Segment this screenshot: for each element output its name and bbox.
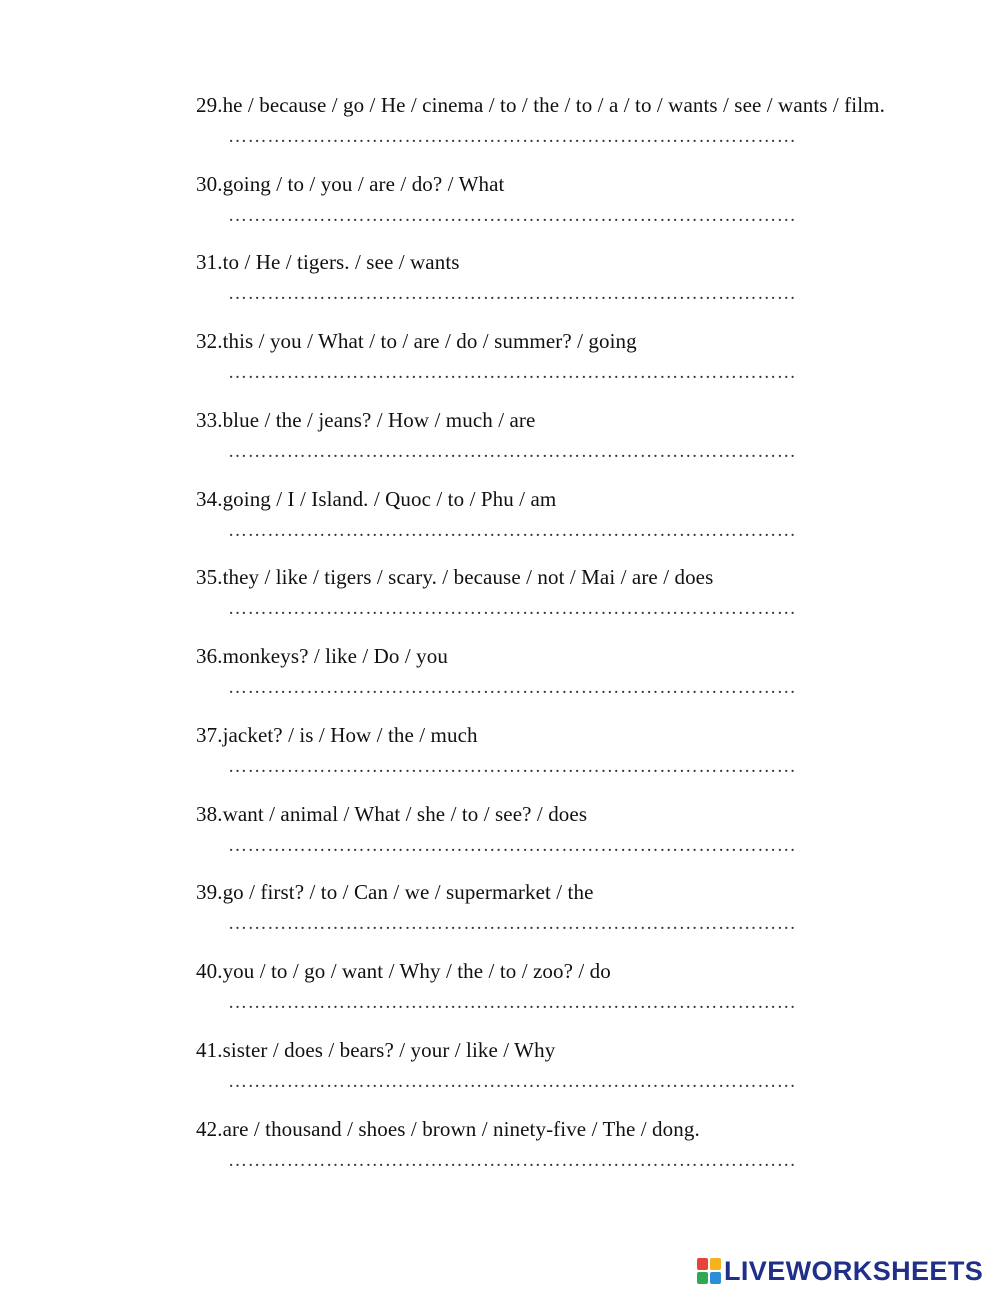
question-33 bbox=[196, 407, 986, 462]
answer-input-41[interactable]: …………………………………………………………………………… bbox=[228, 1071, 797, 1092]
answer-input-35[interactable]: …………………………………………………………………………… bbox=[228, 598, 797, 619]
question-number: 42. bbox=[196, 1117, 223, 1141]
answer-input-38[interactable]: …………………………………………………………………………… bbox=[228, 835, 797, 856]
question-prompt bbox=[196, 722, 986, 748]
question-text: going / I / Island. / Quoc / to / Phu / am bbox=[222, 487, 557, 511]
question-number: 37. bbox=[196, 723, 223, 747]
question-number: 35. bbox=[196, 565, 223, 589]
question-41 bbox=[196, 1037, 986, 1092]
question-32 bbox=[196, 328, 986, 383]
answer-input-39[interactable]: …………………………………………………………………………… bbox=[228, 913, 797, 934]
question-text: to / He / tigers. / see / wants bbox=[222, 250, 460, 274]
liveworksheets-logo-icon bbox=[697, 1258, 721, 1284]
question-number: 33. bbox=[196, 408, 223, 432]
question-text: they / like / tigers / scary. / because / not / Mai / are / does bbox=[222, 565, 714, 589]
question-text: blue / the / jeans? / How / much / are bbox=[222, 408, 536, 432]
question-39 bbox=[196, 879, 986, 934]
question-number: 31. bbox=[196, 250, 223, 274]
question-34 bbox=[196, 486, 986, 541]
question-40 bbox=[196, 958, 986, 1013]
answer-input-40[interactable]: …………………………………………………………………………… bbox=[228, 992, 797, 1013]
answer-input-30[interactable]: …………………………………………………………………………… bbox=[228, 205, 797, 226]
question-prompt bbox=[196, 1116, 986, 1142]
question-prompt bbox=[196, 171, 986, 197]
question-text: monkeys? / like / Do / you bbox=[222, 644, 448, 668]
question-number: 29. bbox=[196, 93, 223, 117]
logo-tile bbox=[710, 1258, 721, 1270]
question-text: jacket? / is / How / the / much bbox=[222, 723, 478, 747]
question-text: you / to / go / want / Why / the / to / zoo? / do bbox=[222, 959, 611, 983]
question-prompt bbox=[196, 407, 986, 433]
logo-tile bbox=[710, 1272, 721, 1284]
question-number: 36. bbox=[196, 644, 223, 668]
question-37 bbox=[196, 722, 986, 777]
question-text: going / to / you / are / do? / What bbox=[222, 172, 505, 196]
question-prompt bbox=[196, 328, 986, 354]
question-prompt bbox=[196, 486, 986, 512]
question-text: this / you / What / to / are / do / summer? / going bbox=[222, 329, 637, 353]
question-number: 39. bbox=[196, 880, 223, 904]
question-number: 40. bbox=[196, 959, 223, 983]
question-number: 30. bbox=[196, 172, 223, 196]
question-text: go / first? / to / Can / we / supermarket / the bbox=[222, 880, 594, 904]
question-38 bbox=[196, 801, 986, 856]
question-29 bbox=[196, 92, 986, 147]
answer-input-37[interactable]: …………………………………………………………………………… bbox=[228, 756, 797, 777]
question-prompt bbox=[196, 801, 986, 827]
question-text: are / thousand / shoes / brown / ninety-five / The / dong. bbox=[222, 1117, 700, 1141]
answer-input-32[interactable]: …………………………………………………………………………… bbox=[228, 362, 797, 383]
question-30 bbox=[196, 171, 986, 226]
question-prompt bbox=[196, 643, 986, 669]
question-prompt bbox=[196, 92, 986, 118]
question-31 bbox=[196, 249, 986, 304]
answer-input-42[interactable]: …………………………………………………………………………… bbox=[228, 1150, 797, 1171]
question-number: 32. bbox=[196, 329, 223, 353]
question-prompt bbox=[196, 958, 986, 984]
question-prompt bbox=[196, 564, 986, 590]
question-prompt bbox=[196, 1037, 986, 1063]
question-prompt bbox=[196, 249, 986, 275]
question-text: sister / does / bears? / your / like / Why bbox=[222, 1038, 556, 1062]
answer-input-31[interactable]: …………………………………………………………………………… bbox=[228, 283, 797, 304]
question-number: 41. bbox=[196, 1038, 223, 1062]
liveworksheets-brand bbox=[697, 1255, 983, 1287]
answer-input-33[interactable]: …………………………………………………………………………… bbox=[228, 441, 797, 462]
question-text: want / animal / What / she / to / see? / does bbox=[222, 802, 588, 826]
logo-tile bbox=[697, 1272, 708, 1284]
question-35 bbox=[196, 564, 986, 619]
answer-input-29[interactable]: …………………………………………………………………………… bbox=[228, 126, 797, 147]
brand-wordmark: LIVEWORKSHEETS bbox=[724, 1256, 984, 1286]
question-text: he / because / go / He / cinema / to / the / to / a / to / wants / see / wants / film. bbox=[222, 93, 885, 117]
answer-input-34[interactable]: …………………………………………………………………………… bbox=[228, 520, 797, 541]
question-number: 34. bbox=[196, 487, 223, 511]
logo-tile bbox=[697, 1258, 708, 1270]
question-36 bbox=[196, 643, 986, 698]
question-number: 38. bbox=[196, 802, 223, 826]
question-42 bbox=[196, 1116, 986, 1171]
question-prompt bbox=[196, 879, 986, 905]
answer-input-36[interactable]: …………………………………………………………………………… bbox=[228, 677, 797, 698]
